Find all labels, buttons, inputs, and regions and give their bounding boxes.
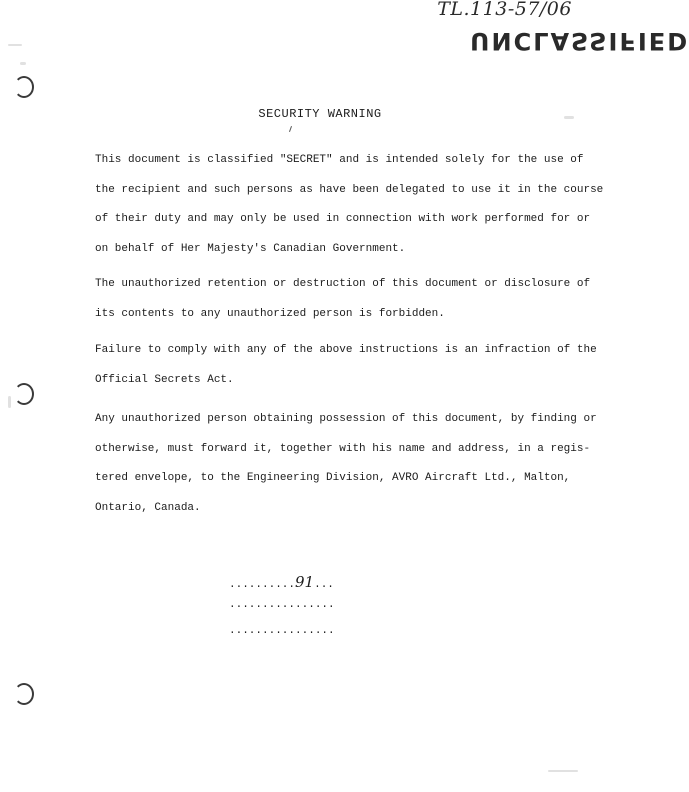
copy-number-field xyxy=(229,573,334,591)
punch-hole-bottom xyxy=(14,683,34,705)
paragraph-retention xyxy=(95,276,591,335)
paragraph-return-instructions xyxy=(95,411,597,529)
scan-smudge xyxy=(20,62,26,65)
punch-hole-middle xyxy=(14,383,34,405)
stamp-text: UNCLASSIFIED xyxy=(470,27,689,55)
punch-hole-top xyxy=(14,76,34,98)
text-line: This document is classified "SECRET" and is intended solely for the use of xyxy=(95,154,584,166)
copy-number-dots: .......... xyxy=(229,579,296,591)
issued-to-field: ................ xyxy=(229,599,335,611)
classification-stamp xyxy=(470,27,689,56)
text-line: The unauthorized retention or destruction of this document or disclosure of xyxy=(95,278,591,290)
text-line: Official Secrets Act. xyxy=(95,373,234,386)
copy-number-dots-after: ... xyxy=(314,579,334,591)
text-line: Failure to comply with any of the above instructions is an infraction of the xyxy=(95,344,597,356)
text-line: tered envelope, to the Engineering Division, AVRO Aircraft Ltd., Malton, xyxy=(95,472,571,484)
text-line: on behalf of Her Majesty's Canadian Government. xyxy=(95,242,406,255)
text-line: Ontario, Canada. xyxy=(95,501,201,514)
text-line: its contents to any unauthorized person is forbidden. xyxy=(95,307,445,320)
text-line: of their duty and may only be used in connection with work performed for or xyxy=(95,213,591,225)
text-line: the recipient and such persons as have been delegated to use it in the course xyxy=(95,183,604,196)
scan-smudge xyxy=(8,396,11,408)
text-line: Any unauthorized person obtaining possession of this document, by finding or xyxy=(95,413,597,425)
handwritten-reference: TL.113-57/06 xyxy=(437,0,572,20)
stray-mark xyxy=(289,126,292,132)
date-field: ................ xyxy=(229,625,335,637)
scan-smudge xyxy=(548,770,578,772)
copy-number-value: 91 xyxy=(295,573,315,591)
scan-smudge xyxy=(8,44,22,46)
paragraph-classification xyxy=(95,152,604,270)
page-title: SECURITY WARNING xyxy=(258,107,382,121)
text-line: otherwise, must forward it, together with his name and address, in a regis- xyxy=(95,442,591,455)
paragraph-compliance xyxy=(95,342,597,401)
